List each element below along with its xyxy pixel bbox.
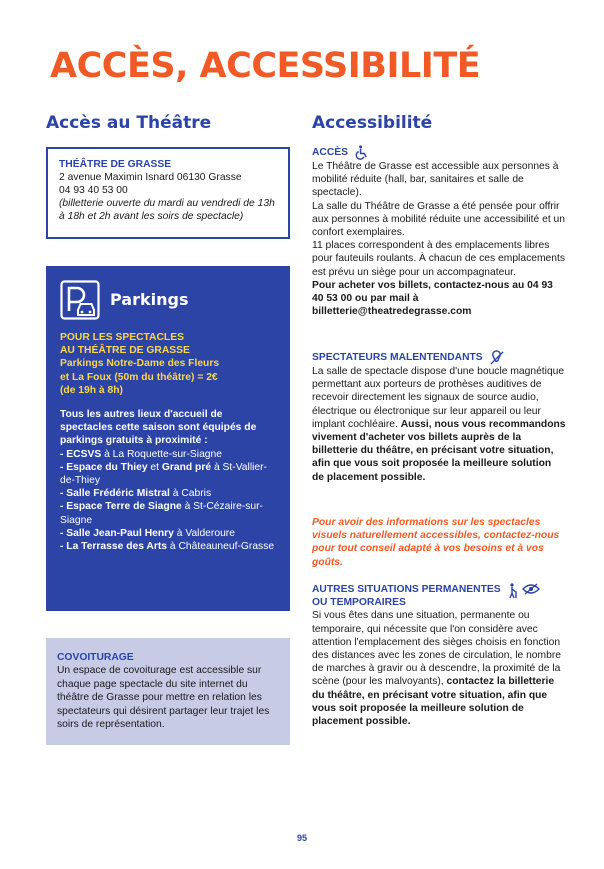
- list-item: - Salle Jean-Paul Henry à Valderoure: [60, 527, 235, 539]
- list-item: - ECSVS à La Roquette-sur-Siagne: [60, 448, 222, 460]
- other-title-text: AUTRES SITUATIONS PERMANENTES OU TEMPORAIRES: [312, 584, 501, 609]
- access-section-title: [312, 145, 566, 160]
- other-situations-title: [312, 583, 566, 609]
- parking-intro-line: AU THÉÂTRE DE GRASSE: [60, 345, 190, 357]
- visually-impaired-icon: [522, 583, 540, 595]
- access-title-text: ACCÈS: [312, 146, 349, 158]
- parkings-header: [60, 280, 276, 320]
- parking-intro-line: et La Foux (50m du théâtre) = 2€: [60, 371, 218, 383]
- carpool-title: COVOITURAGE: [57, 652, 134, 663]
- carpool-text: Un espace de covoiturage est accessible sur chaque page spectacle du site internet du théâtre de Grasse pour mettre en relation les spectateurs qui désirent partager leur trajet les soirs de représentation.: [57, 665, 270, 731]
- theatre-name: THÉÂTRE DE GRASSE: [59, 159, 172, 170]
- page-number: 95: [296, 833, 307, 843]
- theatre-address: 2 avenue Maximin Isnard 06130 Grasse: [59, 172, 242, 183]
- other-situations-section: [312, 583, 566, 728]
- access-section: [312, 145, 566, 318]
- accessibility-heading: Accessibilité: [312, 113, 433, 133]
- other-situations-text: Si vous êtes dans une situation, permanente ou temporaire, qui nécessite que l'on considère avec attention l'emplacement des sièges choisis en fonction des distances avec les zones de circulation, le nombre de marches à gravir ou à descendre, la proximité de la scène (pour les malvoyants), contactez la billetterie du théâtre, en précisant votre situation, afin que vous soit proposée la meilleure solution de placement possible.: [312, 610, 561, 728]
- hearing-section-title: [312, 350, 566, 365]
- hearing-impaired-icon: [489, 350, 504, 365]
- list-item: - Salle Frédéric Mistral à Cabris: [60, 488, 212, 500]
- ticket-contact: Pour acheter vos billets, contactez-nous au 04 93 40 53 00 ou par mail à billetterie@theatredegrasse.com: [312, 279, 553, 318]
- theatre-phone: 04 93 40 53 00: [59, 185, 128, 196]
- parking-theatre-info: [60, 331, 276, 397]
- parking-icon: [60, 280, 100, 320]
- wheelchair-icon: [354, 145, 369, 160]
- parkings-title: Parkings: [110, 290, 189, 310]
- hearing-text: La salle de spectacle dispose d'une boucle magnétique permettant aux porteurs de prothèses auditives de recevoir directement les signaux de source audio, électrique ou électronique sur leur appareil ou leur implant cochléaire. Aussi, nous vous recommandons vivement d'acheter vos billets auprès de la billetterie du théâtre, en précisant votre situation, afin que vous soit proposée la meilleure solution de placement possible.: [312, 366, 566, 483]
- access-paragraph: 11 places correspondent à des emplacements libres pour fauteuils roulants. À chacun de ces emplacements est prévu un siège pour un accompagnateur.: [312, 240, 565, 278]
- access-paragraph: La salle du Théâtre de Grasse a été pensée pour offrir aux personnes à mobilité réduite une accessibilité et un confort exemplaires.: [312, 200, 565, 239]
- theatre-info-box: [46, 147, 290, 239]
- list-item: - Espace du Thiey et Grand pré à St-Vallier-de-Thiey: [60, 461, 267, 487]
- parkings-panel: [46, 266, 290, 611]
- parking-intro-line: Parkings Notre-Dame des Fleurs: [60, 358, 220, 370]
- carpool-box: [46, 638, 290, 745]
- visual-accessibility-note: Pour avoir des informations sur les spectacles visuels naturellement accessibles, contactez-nous pour tout conseil adapté à vos besoins et à vos goûts.: [312, 517, 560, 568]
- elderly-person-icon: [507, 583, 519, 599]
- access-paragraph: Le Théâtre de Grasse est accessible aux personnes à mobilité réduite (hall, bar, sanitaires et salle de spectacle).: [312, 161, 559, 199]
- parking-venue-list: [60, 448, 276, 554]
- parking-intro-line: (de 19h à 8h): [60, 384, 123, 396]
- parking-intro-line: POUR LES SPECTACLES: [60, 332, 184, 343]
- access-heading: Accès au Théâtre: [46, 113, 212, 133]
- hearing-section: [312, 350, 566, 484]
- page-title: ACCÈS, ACCESSIBILITÉ: [50, 46, 481, 86]
- parking-others-intro: Tous les autres lieux d'accueil de spectacles cette saison sont équipés de parkings gratuits à proximité :: [60, 409, 257, 447]
- ticket-office-hours: (billetterie ouverte du mardi au vendredi de 13h à 18h et 2h avant les soirs de spectacle): [59, 198, 275, 222]
- list-item: - La Terrasse des Arts à Châteauneuf-Grasse: [60, 541, 275, 553]
- list-item: - Espace Terre de Siagne à St-Cézaire-sur-Siagne: [60, 501, 263, 526]
- hearing-title-text: SPECTATEURS MALENTENDANTS: [312, 351, 483, 363]
